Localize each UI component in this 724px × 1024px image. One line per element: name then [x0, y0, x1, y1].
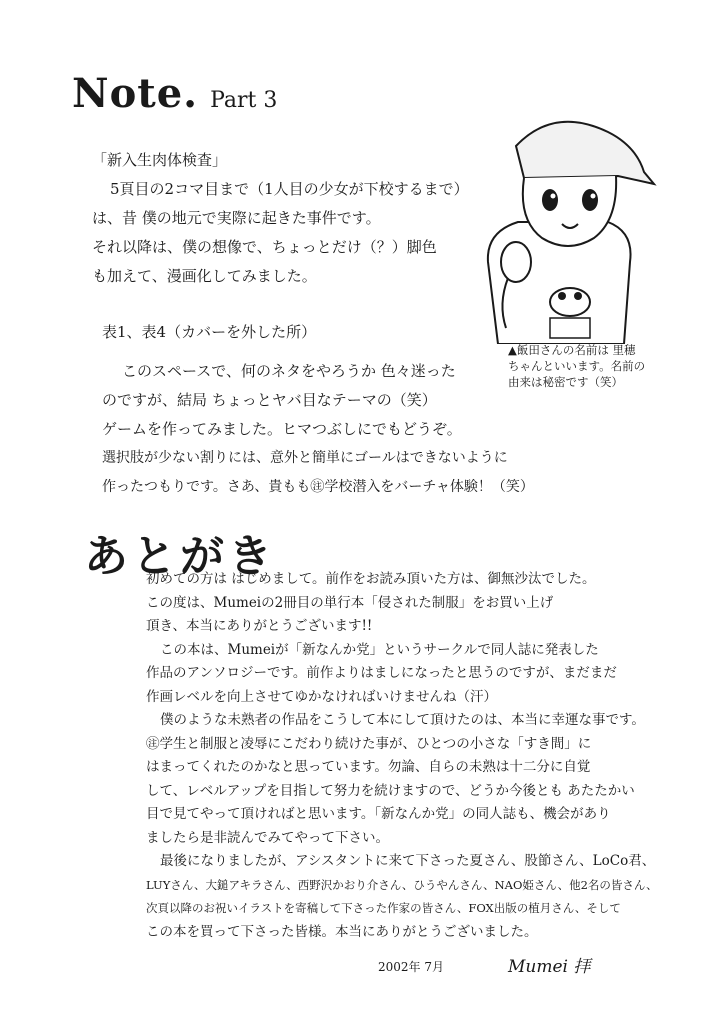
afterword-line: はまってくれたのかなと思っています。勿論、自らの未熟は十二分に自覚: [146, 759, 591, 775]
section-line: は、昔 僕の地元で実際に起きた事件です。: [92, 209, 381, 227]
caption-line: ちゃんといいます。名前の: [508, 359, 646, 373]
section-line: このスペースで、何のネタをやろうか 色々迷った: [122, 362, 456, 380]
afterword-line: 目で見てやって頂ければと思います。「新なんか党」の同人誌も、機会があり: [146, 806, 611, 822]
afterword-line: LUYさん、大鎚アキラさん、西野沢かおり介さん、ひうやんさん、NAO姫さん、他2名の皆さん、: [146, 877, 658, 892]
note-part: Part 3: [210, 88, 278, 113]
afterword-line: この本は、Mumeiが「新なんか党」というサークルで同人誌に発表した: [160, 641, 599, 658]
section-line: のですが、結局 ちょっとヤバ目なテーマの（笑）: [102, 391, 437, 409]
afterword-line: 次頁以降のお祝いイラストを寄稿して下さった作家の皆さん、FOX出版の植月さん、そして: [146, 901, 621, 915]
afterword-line: 頂き、本当にありがとうございます!!: [146, 618, 373, 634]
section-line: 作ったつもりです。さあ、貴もも㊟学校潜入をバーチャ体験！（笑）: [102, 479, 534, 495]
section-title: 表1、表4（カバーを外した所）: [102, 323, 317, 341]
girl-illustration: [458, 112, 660, 344]
afterword-title: あとがき: [84, 531, 276, 582]
afterword-line: して、レベルアップを目指して努力を続けますので、どうか今後とも あたたかい: [146, 782, 635, 799]
note-heading: [72, 70, 277, 117]
section-title: 「新入生肉体検査」: [92, 151, 228, 169]
afterword-line: ましたら是非読んでみてやって下さい。: [146, 829, 389, 846]
section-new-student: [92, 146, 469, 291]
author-signature: Mumei 拝: [508, 957, 591, 977]
note-title: Note.: [72, 70, 199, 117]
afterword-body: [146, 568, 658, 944]
section-line: それ以降は、僕の想像で、ちょっとだけ（？）脚色: [92, 238, 437, 256]
afterword-line: 僕のような未熟者の作品をこうして本にして頂けたのは、本当に幸運な事です。: [160, 712, 645, 728]
section-line: 5頁目の2コマ目まで（1人目の少女が下校するまで）: [110, 180, 469, 198]
section-line: ゲームを作ってみました。ヒマつぶしにでもどうぞ。: [102, 420, 462, 438]
section-cover: [102, 318, 534, 502]
afterword-line: 最後になりましたが、アシスタントに来て下さった夏さん、股節さん、LoCo君、: [160, 853, 656, 869]
caption-line: 由来は秘密です（笑）: [508, 375, 623, 389]
illustration-caption: [508, 342, 686, 390]
afterword-line: 作画レベルを向上させてゆかなければいけませんね（汗）: [146, 688, 497, 705]
afterword-line: ㊟学生と制服と凌辱にこだわり続けた事が、ひとつの小さな「すき間」に: [146, 735, 592, 752]
section-line: 選択肢が少ない割りには、意外と簡単にゴールはできないように: [102, 450, 508, 466]
afterword-line: 作品のアンソロジーです。前作よりはましになったと思うのですが、まだまだ: [146, 665, 617, 681]
afterword-date: 2002年 7月: [378, 960, 444, 974]
afterword-line: 初めての方は はじめまして。前作をお読み頂いた方は、御無沙汰でした。: [146, 571, 596, 587]
afterword-line: この度は、Mumeiの2冊目の単行本「侵された制服」をお買い上げ: [146, 594, 554, 611]
section-line: も加えて、漫画化してみました。: [92, 267, 317, 285]
caption-line: ▲飯田さんの名前は 里穂: [508, 343, 636, 357]
afterword-line: この本を買って下さった皆様。本当にありがとうございました。: [146, 923, 538, 940]
